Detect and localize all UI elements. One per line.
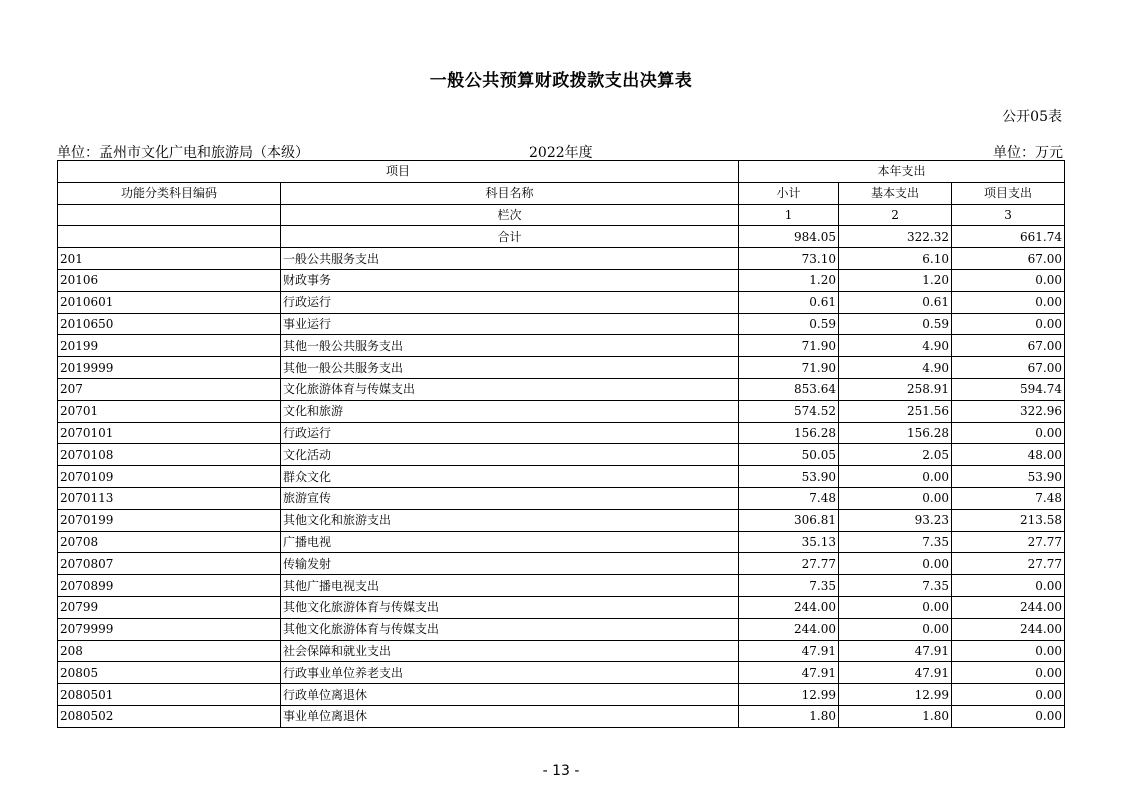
row-code: 2010650	[58, 313, 281, 335]
row-name: 文化和旅游	[281, 400, 739, 422]
row-basic: 1.80	[839, 705, 952, 727]
document-title: 一般公共预算财政拨款支出决算表	[429, 71, 693, 91]
row-item: 67.00	[952, 248, 1065, 270]
row-subtotal: 27.77	[739, 553, 839, 575]
expenditure-table	[57, 160, 1065, 728]
column-number-2: 2	[839, 204, 952, 226]
row-code: 2070101	[58, 422, 281, 444]
row-item: 0.00	[952, 291, 1065, 313]
row-code: 20106	[58, 269, 281, 291]
row-code: 2079999	[58, 618, 281, 640]
row-basic: 0.00	[839, 466, 952, 488]
table-row	[58, 487, 1065, 509]
row-name: 传输发射	[281, 553, 739, 575]
header-row-2	[58, 182, 1065, 204]
row-basic: 7.35	[839, 531, 952, 553]
row-name: 行政运行	[281, 291, 739, 313]
row-item: 0.00	[952, 575, 1065, 597]
row-name: 财政事务	[281, 269, 739, 291]
row-item: 0.00	[952, 640, 1065, 662]
row-code: 20701	[58, 400, 281, 422]
row-item: 322.96	[952, 400, 1065, 422]
row-item: 7.48	[952, 487, 1065, 509]
row-subtotal: 35.13	[739, 531, 839, 553]
row-subtotal: 50.05	[739, 444, 839, 466]
row-item: 0.00	[952, 662, 1065, 684]
column-number-3: 3	[952, 204, 1065, 226]
row-subtotal: 574.52	[739, 400, 839, 422]
row-basic: 258.91	[839, 378, 952, 400]
row-code: 2019999	[58, 357, 281, 379]
row-name: 其他广播电视支出	[281, 575, 739, 597]
row-basic: 0.00	[839, 596, 952, 618]
row-code: 20199	[58, 335, 281, 357]
row-item: 67.00	[952, 357, 1065, 379]
row-item: 48.00	[952, 444, 1065, 466]
row-subtotal: 7.35	[739, 575, 839, 597]
row-subtotal: 71.90	[739, 335, 839, 357]
row-item: 0.00	[952, 422, 1065, 444]
total-basic: 322.32	[839, 226, 952, 248]
table-row	[58, 509, 1065, 531]
empty-cell	[58, 226, 281, 248]
row-subtotal: 12.99	[739, 684, 839, 706]
row-code: 2070199	[58, 509, 281, 531]
row-code: 208	[58, 640, 281, 662]
row-basic: 0.61	[839, 291, 952, 313]
table-row	[58, 313, 1065, 335]
row-subtotal: 7.48	[739, 487, 839, 509]
table-row	[58, 357, 1065, 379]
row-code: 2070113	[58, 487, 281, 509]
column-number-row	[58, 204, 1065, 226]
row-item: 244.00	[952, 618, 1065, 640]
header-code: 功能分类科目编码	[58, 182, 281, 204]
row-name: 文化活动	[281, 444, 739, 466]
row-subtotal: 244.00	[739, 596, 839, 618]
row-basic: 1.20	[839, 269, 952, 291]
table-row	[58, 640, 1065, 662]
empty-cell	[58, 204, 281, 226]
header-subtotal: 小计	[739, 182, 839, 204]
row-name: 广播电视	[281, 531, 739, 553]
row-code: 2080501	[58, 684, 281, 706]
row-subtotal: 73.10	[739, 248, 839, 270]
row-basic: 251.56	[839, 400, 952, 422]
table-row	[58, 422, 1065, 444]
table-row	[58, 531, 1065, 553]
row-item: 0.00	[952, 705, 1065, 727]
total-item: 661.74	[952, 226, 1065, 248]
table-row	[58, 400, 1065, 422]
total-label: 合计	[281, 226, 739, 248]
page-number: - 13 -	[542, 763, 580, 779]
row-code: 201	[58, 248, 281, 270]
table-row	[58, 705, 1065, 727]
row-subtotal: 47.91	[739, 662, 839, 684]
row-subtotal: 853.64	[739, 378, 839, 400]
row-item: 0.00	[952, 684, 1065, 706]
row-basic: 7.35	[839, 575, 952, 597]
table-row	[58, 618, 1065, 640]
row-item: 594.74	[952, 378, 1065, 400]
table-row	[58, 662, 1065, 684]
row-subtotal: 156.28	[739, 422, 839, 444]
table-row	[58, 248, 1065, 270]
fiscal-year: 2022年度	[529, 145, 593, 161]
row-code: 20805	[58, 662, 281, 684]
header-basic: 基本支出	[839, 182, 952, 204]
row-code: 2070108	[58, 444, 281, 466]
row-subtotal: 71.90	[739, 357, 839, 379]
row-item: 213.58	[952, 509, 1065, 531]
report-meta	[57, 142, 1063, 160]
form-number: 公开05表	[1002, 109, 1062, 125]
table-row	[58, 269, 1065, 291]
currency-unit: 单位：万元	[993, 145, 1063, 161]
row-subtotal: 1.80	[739, 705, 839, 727]
row-name: 行政事业单位养老支出	[281, 662, 739, 684]
row-name: 其他文化旅游体育与传媒支出	[281, 618, 739, 640]
header-name: 科目名称	[281, 182, 739, 204]
row-subtotal: 1.20	[739, 269, 839, 291]
row-subtotal: 0.59	[739, 313, 839, 335]
row-basic: 0.00	[839, 618, 952, 640]
header-row-1	[58, 161, 1065, 183]
row-name: 一般公共服务支出	[281, 248, 739, 270]
row-subtotal: 0.61	[739, 291, 839, 313]
table-row	[58, 466, 1065, 488]
row-basic: 4.90	[839, 335, 952, 357]
row-code: 2070807	[58, 553, 281, 575]
row-item: 0.00	[952, 313, 1065, 335]
row-basic: 4.90	[839, 357, 952, 379]
row-name: 事业单位离退休	[281, 705, 739, 727]
row-name: 事业运行	[281, 313, 739, 335]
row-basic: 0.59	[839, 313, 952, 335]
row-subtotal: 53.90	[739, 466, 839, 488]
row-name: 文化旅游体育与传媒支出	[281, 378, 739, 400]
row-basic: 156.28	[839, 422, 952, 444]
table-row	[58, 553, 1065, 575]
row-basic: 0.00	[839, 553, 952, 575]
table-row	[58, 335, 1065, 357]
table-row	[58, 291, 1065, 313]
row-subtotal: 47.91	[739, 640, 839, 662]
header-current-year: 本年支出	[739, 161, 1065, 183]
row-item: 27.77	[952, 553, 1065, 575]
total-subtotal: 984.05	[739, 226, 839, 248]
row-name: 旅游宣传	[281, 487, 739, 509]
row-code: 20799	[58, 596, 281, 618]
row-code: 207	[58, 378, 281, 400]
row-item: 0.00	[952, 269, 1065, 291]
row-name: 群众文化	[281, 466, 739, 488]
row-code: 20708	[58, 531, 281, 553]
row-name: 其他文化旅游体育与传媒支出	[281, 596, 739, 618]
row-name: 其他一般公共服务支出	[281, 357, 739, 379]
column-number-1: 1	[739, 204, 839, 226]
total-row	[58, 226, 1065, 248]
header-project: 项目	[58, 161, 739, 183]
header-item: 项目支出	[952, 182, 1065, 204]
row-item: 53.90	[952, 466, 1065, 488]
table-row	[58, 378, 1065, 400]
table-row	[58, 575, 1065, 597]
row-basic: 12.99	[839, 684, 952, 706]
table-row	[58, 444, 1065, 466]
row-item: 244.00	[952, 596, 1065, 618]
row-name: 行政单位离退休	[281, 684, 739, 706]
row-item: 67.00	[952, 335, 1065, 357]
row-basic: 47.91	[839, 640, 952, 662]
table-row	[58, 684, 1065, 706]
column-label: 栏次	[281, 204, 739, 226]
row-code: 2010601	[58, 291, 281, 313]
table-row	[58, 596, 1065, 618]
row-basic: 47.91	[839, 662, 952, 684]
row-basic: 2.05	[839, 444, 952, 466]
row-basic: 93.23	[839, 509, 952, 531]
row-code: 2080502	[58, 705, 281, 727]
row-basic: 6.10	[839, 248, 952, 270]
row-name: 行政运行	[281, 422, 739, 444]
row-name: 其他一般公共服务支出	[281, 335, 739, 357]
row-name: 其他文化和旅游支出	[281, 509, 739, 531]
row-code: 2070109	[58, 466, 281, 488]
row-code: 2070899	[58, 575, 281, 597]
row-subtotal: 306.81	[739, 509, 839, 531]
row-name: 社会保障和就业支出	[281, 640, 739, 662]
row-basic: 0.00	[839, 487, 952, 509]
organization-unit: 单位：孟州市文化广电和旅游局（本级）	[57, 145, 309, 161]
row-subtotal: 244.00	[739, 618, 839, 640]
row-item: 27.77	[952, 531, 1065, 553]
